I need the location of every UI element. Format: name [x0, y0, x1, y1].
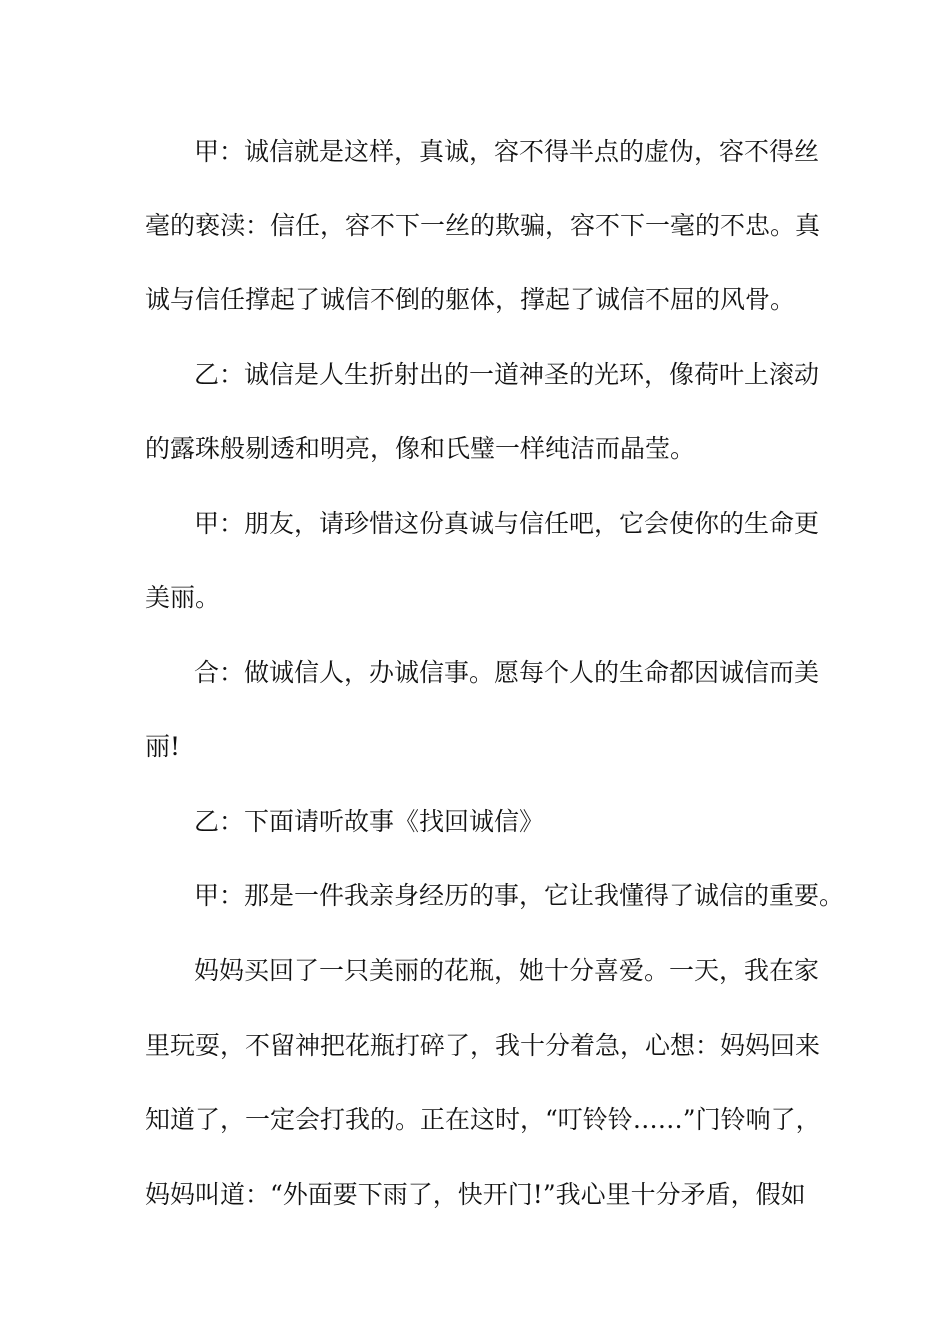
paragraph-6-line-1: 甲：那是一件我亲身经历的事，它让我懂得了诚信的重要。: [194, 881, 845, 910]
paragraph-5-line-1: 乙：下面请听故事《找回诚信》: [194, 807, 545, 836]
paragraph-7-line-2: 里玩耍，不留神把花瓶打碎了，我十分着急，心想：妈妈回来: [145, 1031, 821, 1060]
paragraph-7-line-1: 妈妈买回了一只美丽的花瓶，她十分喜爱。一天，我在家: [194, 956, 820, 985]
paragraph-3-line-2: 美丽。: [145, 583, 221, 612]
paragraph-1-line-1: 甲：诚信就是这样，真诚，容不得半点的虚伪，容不得丝: [194, 137, 820, 166]
paragraph-4-line-2: 丽!: [145, 732, 181, 761]
paragraph-7-line-4: 妈妈叫道：“外面要下雨了，快开门!”我心里十分矛盾，假如: [145, 1180, 806, 1209]
paragraph-1-line-2: 毫的亵渎：信任，容不下一丝的欺骗，容不下一毫的不忠。真: [145, 211, 821, 240]
paragraph-7-line-3: 知道了，一定会打我的。正在这时，“叮铃铃……”门铃响了，: [145, 1105, 821, 1134]
paragraph-2-line-1: 乙：诚信是人生折射出的一道神圣的光环，像荷叶上滚动: [194, 360, 820, 389]
paragraph-4-line-1: 合：做诚信人，办诚信事。愿每个人的生命都因诚信而美: [194, 658, 820, 687]
paragraph-1-line-3: 诚与信任撑起了诚信不倒的躯体，撑起了诚信不屈的风骨。: [145, 285, 796, 314]
paragraph-3-line-1: 甲：朋友，请珍惜这份真诚与信任吧，它会使你的生命更: [194, 509, 820, 538]
paragraph-2-line-2: 的露珠般剔透和明亮，像和氏璧一样纯洁而晶莹。: [145, 434, 696, 463]
